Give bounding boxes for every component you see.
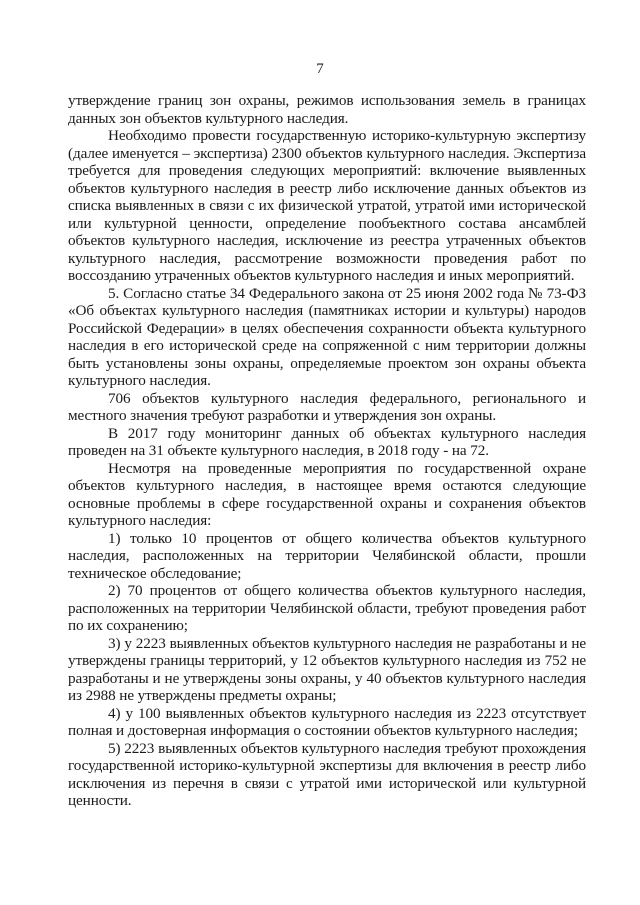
list-item-1: 1) только 10 процентов от общего количества объектов культурного наследия, расположенных на территории Челябинской области, прошли техническое обследование; <box>68 529 586 582</box>
paragraph-federal-law: 5. Согласно статье 34 Федерального закона от 25 июня 2002 года № 73-ФЗ «Об объектах культурного наследия (памятниках истории и культуры) народов Российской Федерации» в целях обеспечения сохранности объекта культурного наследия в его исторической среде на сопряженной с ним территории должны быть установлены зоны охраны, определяемые проектом зон охраны объекта культурного наследия. <box>68 284 586 389</box>
list-item-2: 2) 70 процентов от общего количества объектов культурного наследия, расположенных на территории Челябинской области, требуют проведения работ по их сохранению; <box>68 582 586 634</box>
paragraph-problems-intro: Несмотря на проведенные мероприятия по государственной охране объектов культурного наследия, в настоящее время остаются следующие основные проблемы в сфере государственной охраны и сохранения объектов культурного наследия: <box>68 459 586 529</box>
paragraph-continuation: утверждение границ зон охраны, режимов использования земель в границах данных зон объектов культурного наследия. <box>68 92 586 127</box>
paragraph-protection-zones: 706 объектов культурного наследия федерального, регионального и местного значения требуют разработки и утверждения зон охраны. <box>68 389 586 424</box>
paragraph-expertise: Необходимо провести государственную историко-культурную экспертизу (далее именуется – экспертиза) 2300 объектов культурного наследия. Экспертиза требуется для проведения следующих мероприятий: включение выявленных объектов культурного наследия в реестр либо исключение данных объектов из списка выявленных в связи с их физической утратой, утратой ими исторической или культурной ценности, определение пообъектного состава ансамблей объектов культурного наследия, исключение из реестра утраченных объектов культурного наследия, рассмотрение возможности проведения работ по воссозданию утраченных объектов культурного наследия и иных мероприятий. <box>68 127 586 284</box>
document-body <box>68 92 586 810</box>
list-item-4: 4) у 100 выявленных объектов культурного наследия из 2223 отсутствует полная и достоверная информация о состоянии объектов культурного наследия; <box>68 704 586 739</box>
list-item-3: 3) у 2223 выявленных объектов культурного наследия не разработаны и не утверждены границы территорий, у 12 объектов культурного наследия из 752 не разработаны и не утверждены зоны охраны, у 40 объектов культурного наследия из 2988 не утверждены предметы охраны; <box>68 634 586 704</box>
paragraph-monitoring: В 2017 году мониторинг данных об объектах культурного наследия проведен на 31 объекте культурного наследия, в 2018 году - на 72. <box>68 424 586 459</box>
page-number: 7 <box>316 61 324 77</box>
list-item-5: 5) 2223 выявленных объектов культурного наследия требуют прохождения государственной историко-культурной экспертизы для включения в реестр либо исключения из перечня в связи с утратой ими исторической или культурной ценности. <box>68 739 586 809</box>
